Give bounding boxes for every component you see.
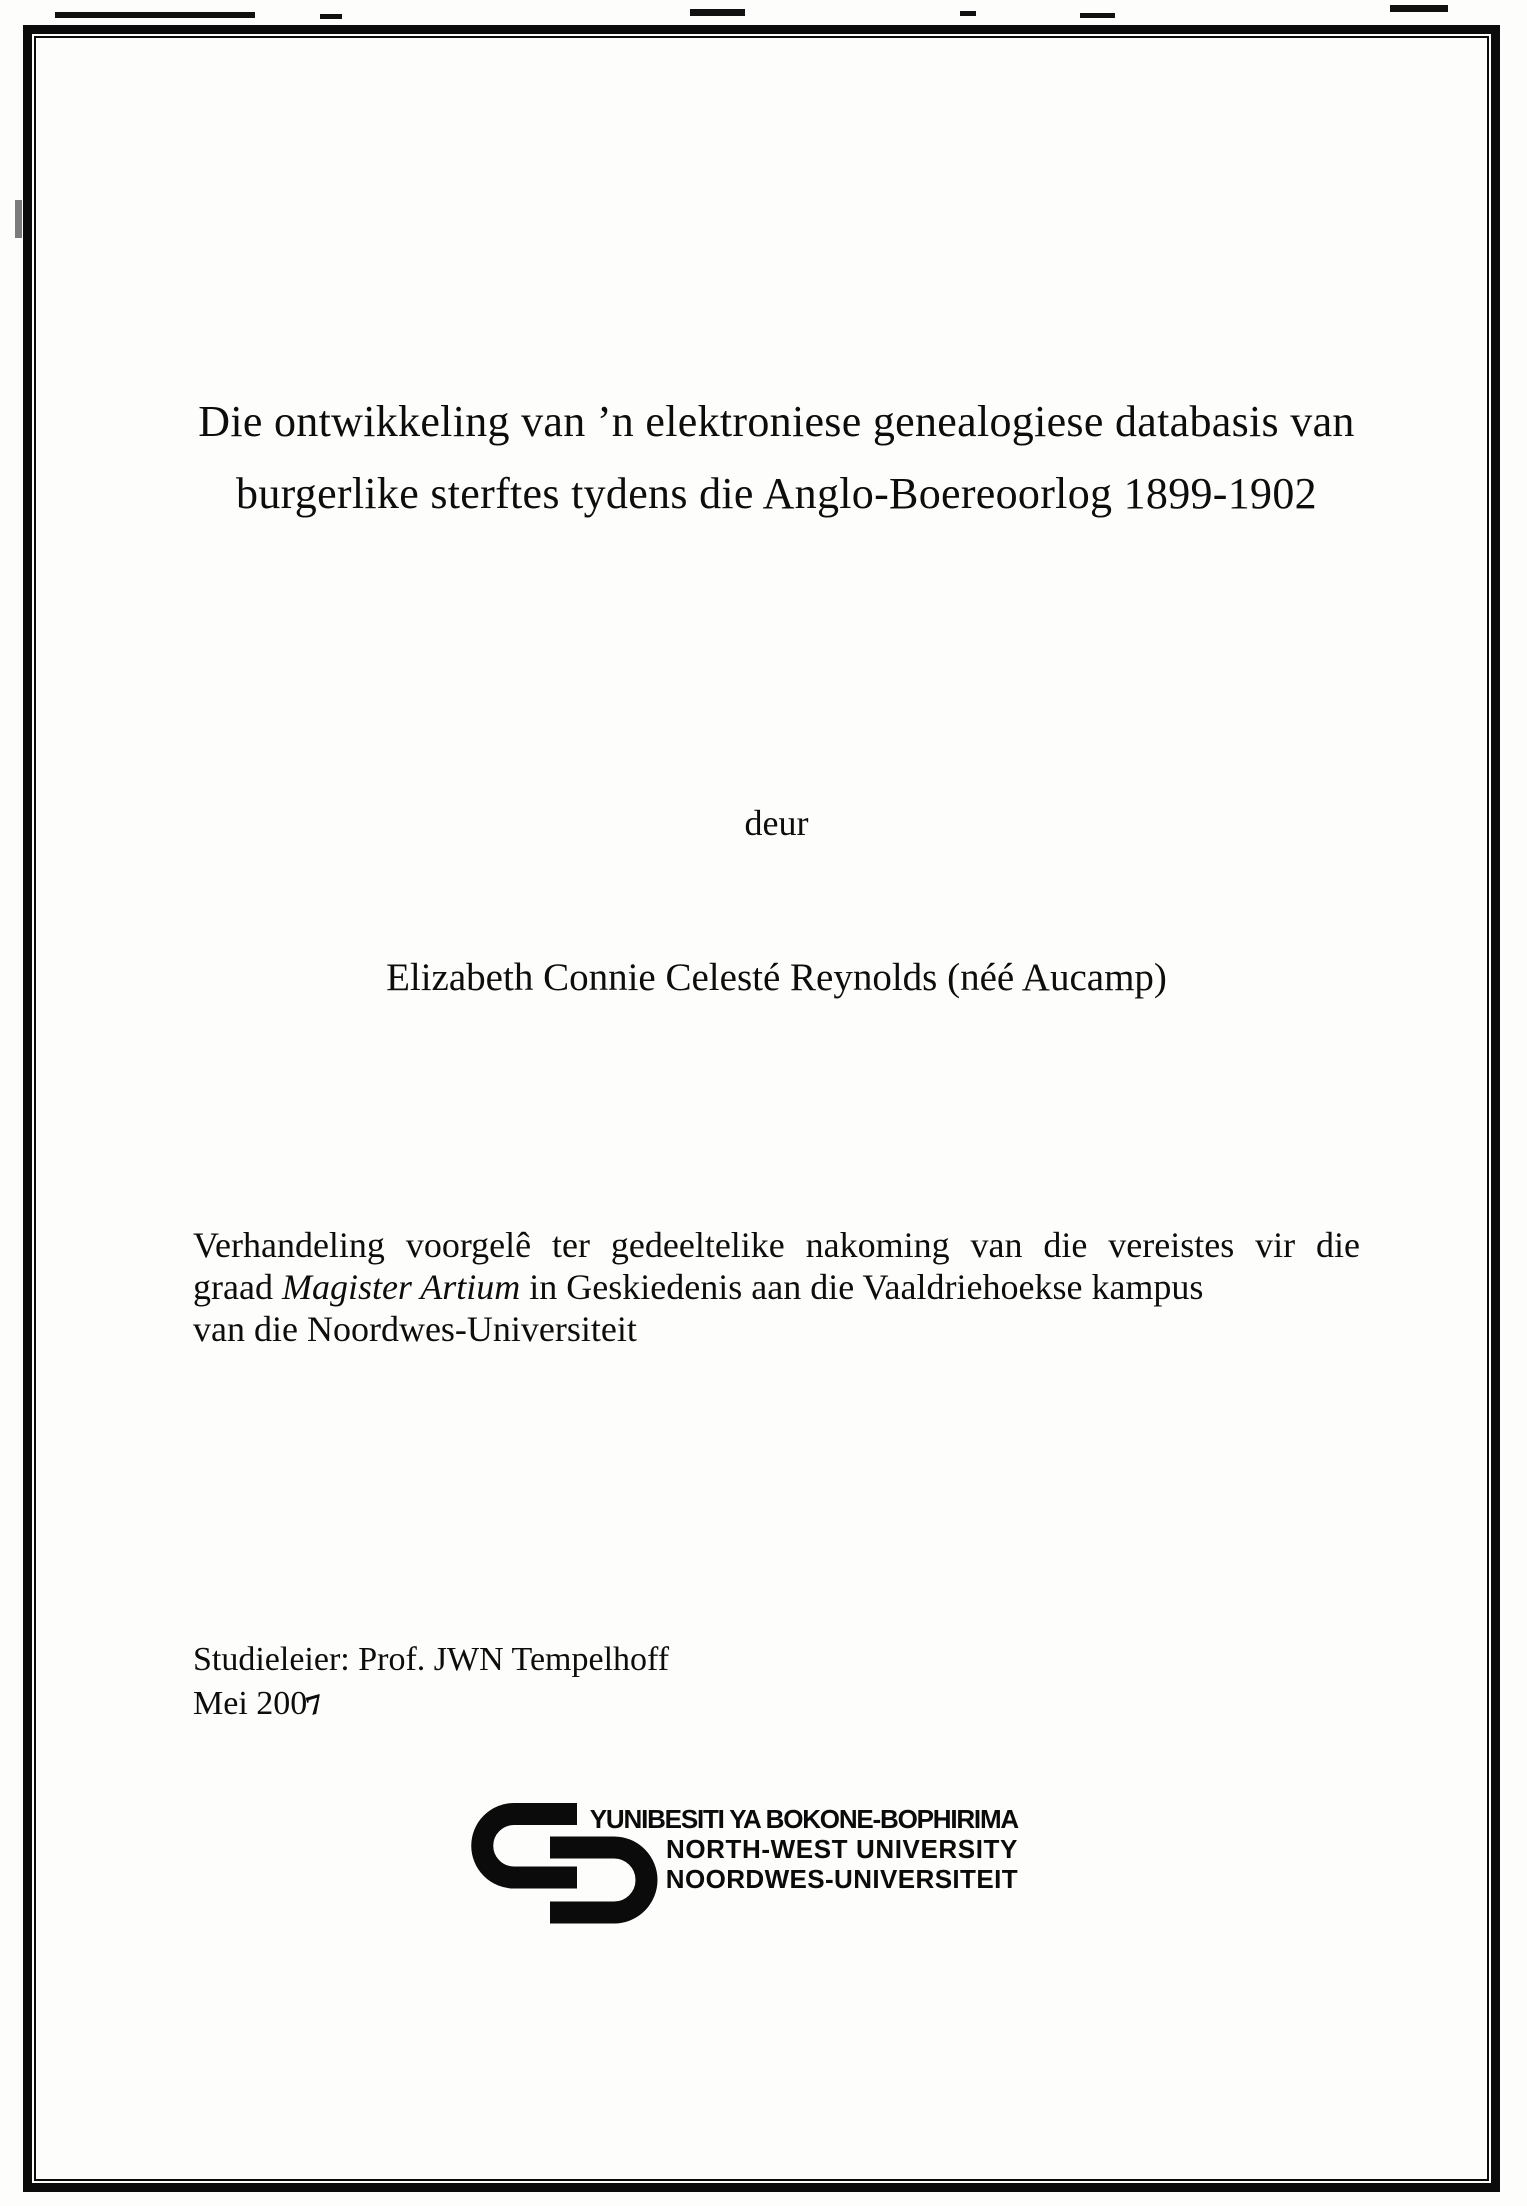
degree-name-italic: Magister Artium xyxy=(281,1267,521,1307)
author-name: Elizabeth Connie Celesté Reynolds (néé Aucamp) xyxy=(386,956,1167,999)
title-line-1: Die ontwikkeling van ’n elektroniese genealogiese databasis van xyxy=(198,397,1355,446)
scan-artifact xyxy=(1080,13,1115,18)
statement-line-1: Verhandeling voorgelê ter gedeeltelike nakoming van die vereistes vir die xyxy=(193,1225,1360,1265)
scan-artifact xyxy=(320,14,342,19)
thesis-title xyxy=(193,386,1360,530)
supervisor-block xyxy=(193,1638,1360,1726)
degree-statement xyxy=(193,1224,1360,1350)
statement-line-2-pre: graad xyxy=(193,1267,282,1307)
scan-artifact xyxy=(15,200,22,238)
title-line-2: burgerlike sterftes tydens die Anglo-Boereoorlog 1899-1902 xyxy=(236,469,1317,518)
logo-text-afrikaans: NOORDWES-UNIVERSITEIT xyxy=(665,1864,1018,1894)
date-last-digit-distorted: 7 xyxy=(302,1688,328,1723)
logo-text-english: NORTH-WEST UNIVERSITY xyxy=(665,1834,1018,1864)
scan-artifact xyxy=(960,11,976,16)
statement-line-2 xyxy=(193,1266,1360,1308)
scan-artifact xyxy=(690,9,745,16)
supervisor-line: Studieleier: Prof. JWN Tempelhoff xyxy=(193,1641,670,1678)
date-prefix: Mei 200 xyxy=(193,1685,308,1722)
scan-artifact xyxy=(55,12,255,18)
date-line xyxy=(193,1682,1360,1726)
logo-text-setswana: YUNIBESITI YA BOKONE-BOPHIRIMA xyxy=(589,1804,1018,1834)
statement-line-3: van die Noordwes-Universiteit xyxy=(193,1309,637,1349)
scan-artifact xyxy=(1390,5,1448,12)
byline-label: deur xyxy=(744,803,809,843)
statement-line-2-post: in Geskiedenis aan die Vaaldriehoekse kampus xyxy=(520,1267,1204,1307)
university-logo-text xyxy=(588,1804,1018,1894)
